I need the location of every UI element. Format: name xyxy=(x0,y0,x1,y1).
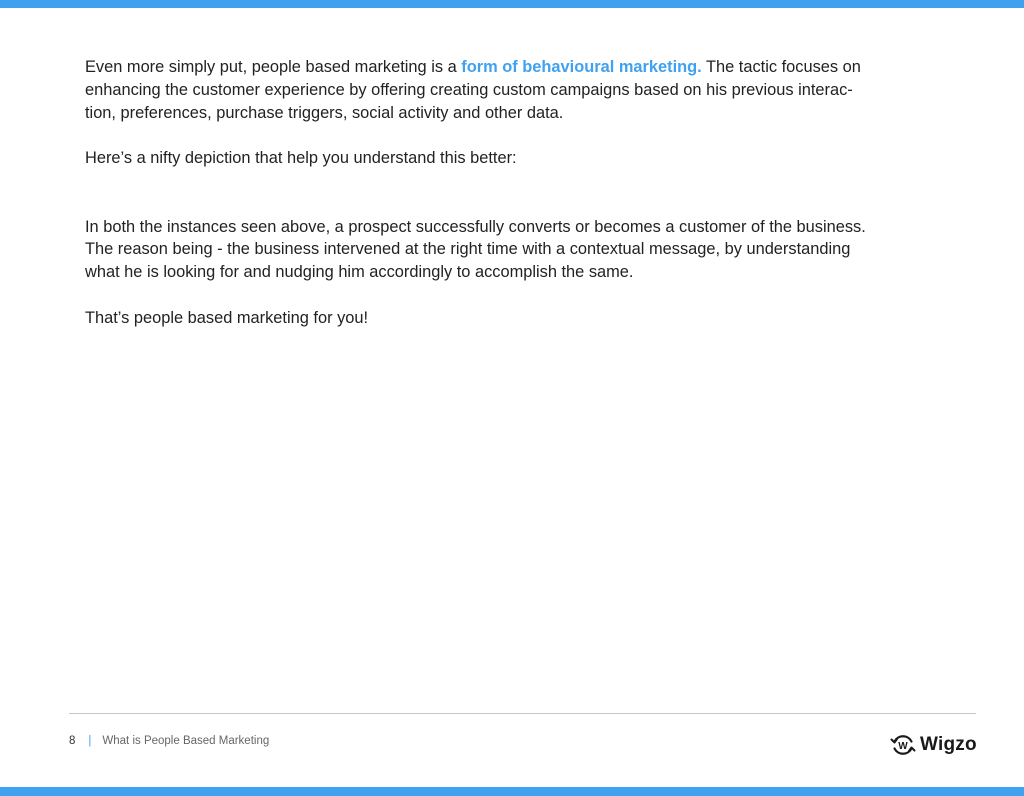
footer-divider xyxy=(69,713,976,714)
section-title: What is People Based Marketing xyxy=(102,735,270,747)
paragraph-4: That’s people based marketing for you! xyxy=(85,308,369,327)
page-number: 8 xyxy=(69,735,76,747)
paragraph-3-line-2: The reason being - the business intervened at the right time with a contextual message, by understanding xyxy=(85,240,851,259)
behavioural-marketing-link[interactable]: form of behavioural marketing. xyxy=(461,58,702,76)
paragraph-3-line-1: In both the instances seen above, a prospect successfully converts or becomes a customer of the business. xyxy=(85,217,866,236)
svg-text:W: W xyxy=(898,741,908,752)
paragraph-1-line-1 xyxy=(85,56,915,79)
paragraph-1-text: Even more simply put, people based marketing is a xyxy=(85,58,462,76)
footer-separator: | xyxy=(88,735,92,747)
footer-info xyxy=(69,735,269,747)
paragraph-1-text-continued: The tactic focuses on xyxy=(701,58,861,76)
wigzo-logo xyxy=(890,733,977,757)
top-accent-band xyxy=(0,0,1024,8)
paragraph-1-line-3: tion, preferences, purchase triggers, social activity and other data. xyxy=(85,103,564,122)
page-body xyxy=(85,56,915,330)
wigzo-logo-icon xyxy=(890,733,916,757)
wigzo-logo-text: Wigzo xyxy=(920,734,977,755)
bottom-accent-band xyxy=(0,787,1024,796)
paragraph-1-line-2: enhancing the customer experience by offering creating custom campaigns based on his previous interac- xyxy=(85,80,853,99)
paragraph-2: Here’s a nifty depiction that help you understand this better: xyxy=(85,149,517,168)
paragraph-3-line-3: what he is looking for and nudging him accordingly to accomplish the same. xyxy=(85,263,634,282)
